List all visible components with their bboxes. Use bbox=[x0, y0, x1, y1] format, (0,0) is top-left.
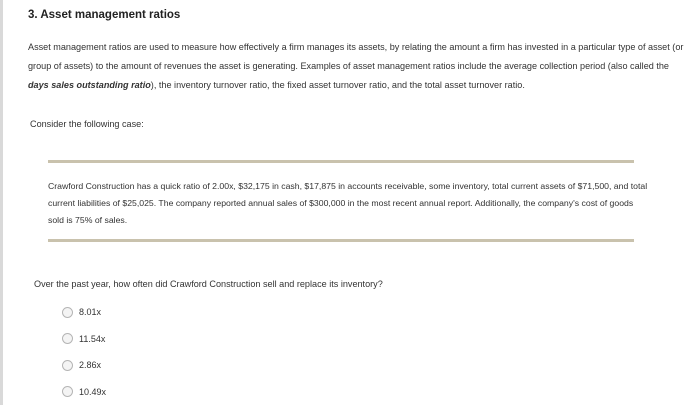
answer-option[interactable] bbox=[62, 386, 106, 398]
answer-option-label: 11.54x bbox=[79, 333, 106, 344]
answer-option[interactable] bbox=[62, 306, 106, 318]
radio-button[interactable] bbox=[62, 333, 73, 344]
question-text: Over the past year, how often did Crawford Construction sell and replace its inventory? bbox=[34, 279, 383, 289]
section-title: 3. Asset management ratios bbox=[28, 9, 181, 21]
left-border bbox=[0, 0, 3, 405]
answer-option[interactable] bbox=[62, 359, 106, 371]
answer-option[interactable] bbox=[62, 333, 106, 345]
answer-option-label: 2.86x bbox=[79, 360, 102, 370]
answer-option-label: 10.49x bbox=[79, 386, 107, 397]
case-divider-top bbox=[48, 160, 634, 163]
consider-label: Consider the following case: bbox=[30, 119, 144, 129]
intro-text-end: ), the inventory turnover ratio, the fixed asset turnover ratio, and the total asset turnover ratio. bbox=[150, 80, 525, 90]
radio-button[interactable] bbox=[62, 307, 73, 318]
radio-button[interactable] bbox=[62, 386, 73, 397]
intro-paragraph bbox=[28, 38, 688, 95]
intro-text-start: Asset management ratios are used to measure how effectively a firm manages its assets, by relating the amount a firm has invested in a particular type of asset (or group of assets) to the amount of revenues the asset is generating. Examples of asset management ratios include the average collection period (also called the bbox=[28, 42, 684, 71]
case-paragraph: Crawford Construction has a quick ratio of 2.00x, $32,175 in cash, $17,875 in accounts receivable, some inventory, total current assets of $71,500, and total current liabilities of $25,025. The company reported annual sales of $300,000 in the most recent annual report. Additionally, the company's cost of goods sold is 75% of sales. bbox=[48, 181, 648, 225]
case-divider-bottom bbox=[48, 239, 634, 242]
intro-term: days sales outstanding ratio bbox=[28, 80, 151, 90]
radio-button[interactable] bbox=[62, 360, 73, 371]
answer-options bbox=[62, 306, 106, 405]
answer-option-label: 8.01x bbox=[79, 307, 102, 317]
